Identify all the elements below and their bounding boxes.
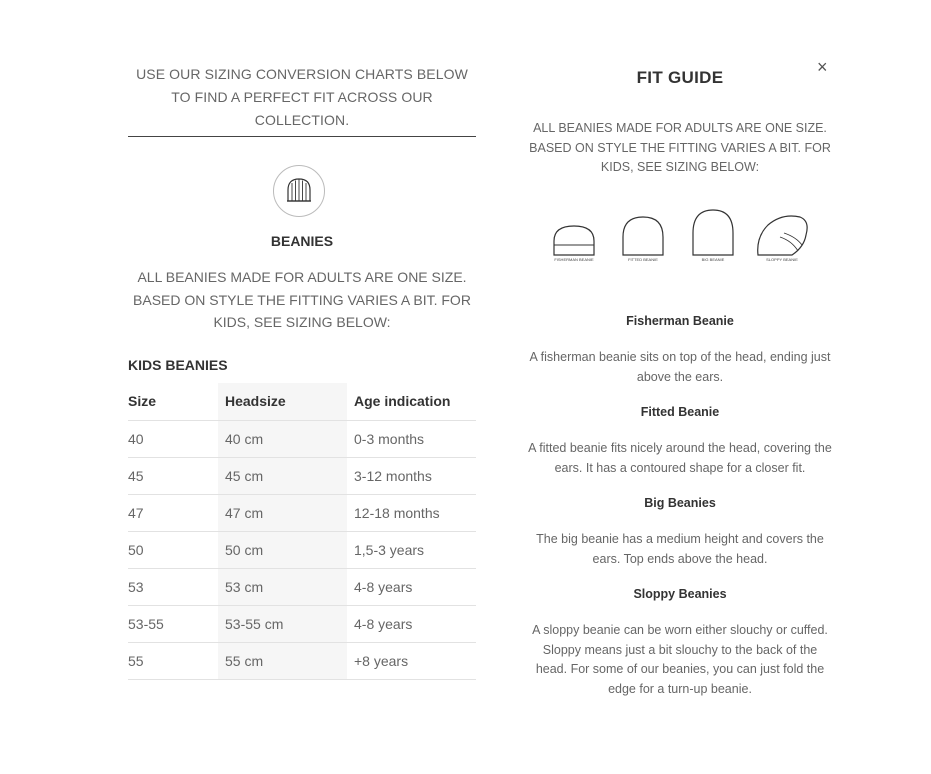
cell-age: 12-18 months: [347, 494, 476, 531]
section-title-fitted: Fitted Beanie: [640, 405, 720, 419]
cell-age: 0-3 months: [347, 420, 476, 457]
table-header-row: [128, 383, 476, 420]
kids-size-table: [128, 383, 476, 680]
cell-size: 53-55: [128, 605, 218, 642]
fit-guide-description: ALL BEANIES MADE FOR ADULTS ARE ONE SIZE. BASED ON STYLE THE FITTING VARIES A BIT. FOR KIDS, SEE SIZING BELOW:: [529, 121, 831, 174]
big-beanie-icon: [690, 207, 736, 257]
table-row: [128, 642, 476, 679]
cell-size: 53: [128, 568, 218, 605]
category-description: ALL BEANIES MADE FOR ADULTS ARE ONE SIZE. BASED ON STYLE THE FITTING VARIES A BIT. FOR KIDS, SEE SIZING BELOW:: [133, 269, 471, 330]
table-row: [128, 420, 476, 457]
header-headsize: Headsize: [218, 383, 347, 420]
table-row: [128, 457, 476, 494]
kids-table-title: KIDS BEANIES: [128, 357, 228, 373]
table-row: [128, 568, 476, 605]
fisherman-beanie-icon: [551, 207, 597, 257]
category-title: BEANIES: [270, 233, 334, 249]
table-row: [128, 494, 476, 531]
cell-size: 50: [128, 531, 218, 568]
cell-headsize: 53-55 cm: [218, 605, 347, 642]
close-icon[interactable]: ×: [817, 57, 828, 77]
cell-headsize: 53 cm: [218, 568, 347, 605]
section-title-fisherman: Fisherman Beanie: [626, 314, 734, 328]
cell-age: 1,5-3 years: [347, 531, 476, 568]
header-age: Age indication: [354, 393, 451, 410]
cell-size: 55: [128, 642, 218, 679]
fitted-beanie-icon: [620, 207, 666, 257]
cell-headsize: 45 cm: [218, 457, 347, 494]
section-desc-fisherman: A fisherman beanie sits on top of the head, ending just above the ears.: [529, 350, 831, 384]
beanie-type-fisherman: [544, 207, 604, 275]
table-row: [128, 605, 476, 642]
header-size: Size: [128, 393, 157, 410]
cell-age: 3-12 months: [347, 457, 476, 494]
beanie-type-caption: FITTED BEANIE: [628, 257, 658, 262]
cell-size: 40: [128, 420, 218, 457]
cell-size: 45: [128, 457, 218, 494]
divider: [128, 136, 476, 137]
cell-age: 4-8 years: [347, 568, 476, 605]
beanie-icon: [285, 177, 313, 205]
cell-headsize: 40 cm: [218, 420, 347, 457]
intro-text: USE OUR SIZING CONVERSION CHARTS BELOW TO FIND A PERFECT FIT ACROSS OUR COLLECTION.: [136, 66, 468, 128]
beanie-type-sloppy: [752, 207, 812, 275]
section-desc-fitted: A fitted beanie fits nicely around the head, covering the ears. It has a contoured shape for a closer fit.: [528, 441, 832, 475]
beanie-type-fitted: [613, 207, 673, 275]
beanie-type-caption: SLOPPY BEANIE: [766, 257, 798, 262]
beanie-type-big: [683, 207, 743, 275]
fit-guide-title: FIT GUIDE: [636, 68, 724, 87]
cell-headsize: 47 cm: [218, 494, 347, 531]
beanie-types: [544, 207, 820, 275]
cell-size: 47: [128, 494, 218, 531]
section-desc-sloppy: A sloppy beanie can be worn either slouchy or cuffed. Sloppy means just a bit slouchy to the back of the head. For some of our beanies, you can just fold the edge for a turn-up beanie.: [532, 623, 828, 696]
beanie-category-icon[interactable]: [273, 165, 325, 217]
section-desc-big: The big beanie has a medium height and covers the ears. Top ends above the head.: [536, 532, 824, 566]
cell-age: 4-8 years: [347, 605, 476, 642]
cell-headsize: 50 cm: [218, 531, 347, 568]
beanie-type-caption: BIG BEANIE: [701, 257, 725, 262]
beanie-type-caption: FISHERMAN BEANIE: [554, 257, 594, 262]
cell-age: +8 years: [347, 642, 476, 679]
section-title-big: Big Beanies: [644, 496, 716, 510]
sloppy-beanie-icon: [754, 207, 810, 257]
table-row: [128, 531, 476, 568]
cell-headsize: 55 cm: [218, 642, 347, 679]
section-title-sloppy: Sloppy Beanies: [633, 587, 727, 601]
